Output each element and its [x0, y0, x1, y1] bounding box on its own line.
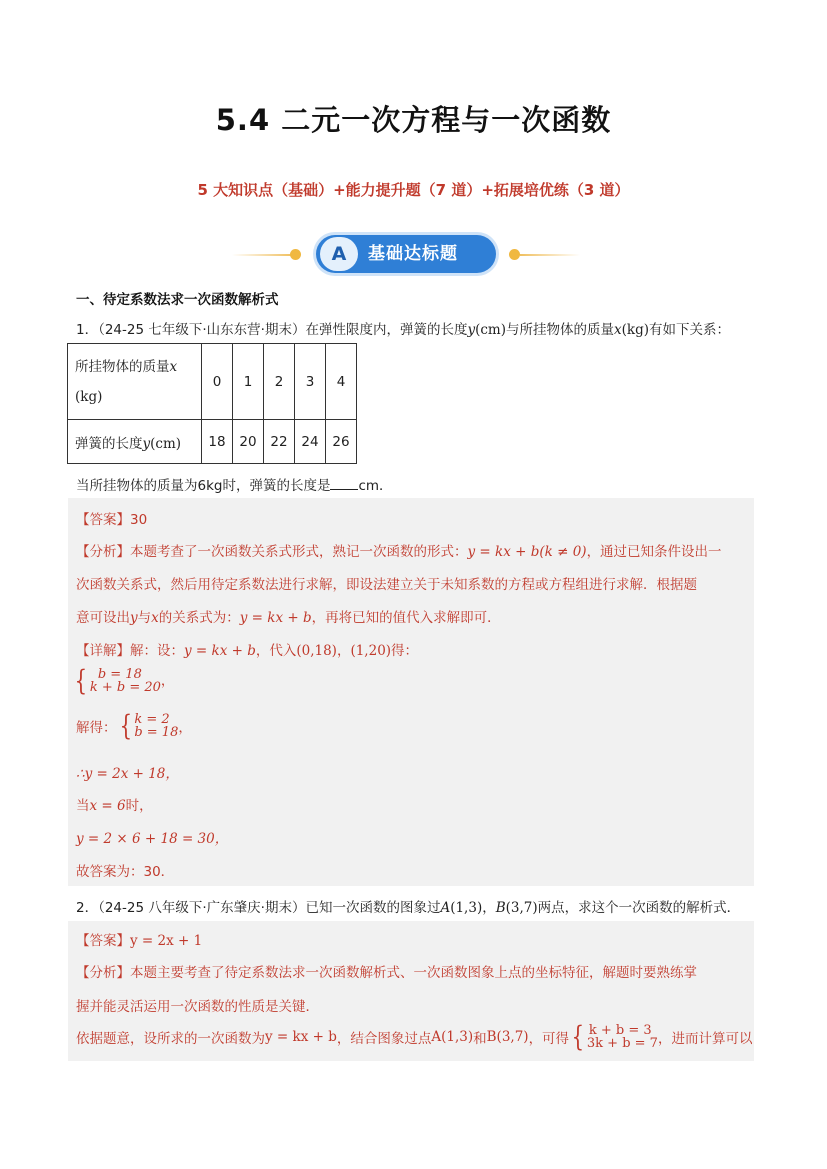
- when-text: 时，: [125, 798, 153, 814]
- q2-answer: [76, 929, 202, 949]
- q1-detail-line1: [76, 639, 418, 659]
- system-equations: [134, 713, 178, 739]
- table-cell: 1: [233, 344, 264, 420]
- q2-stem-text: ，: [482, 900, 496, 916]
- system-equations: [587, 1024, 658, 1050]
- q1-var-x: x: [614, 322, 622, 338]
- table-header-length: [68, 420, 202, 464]
- q1-stem-suffix: 有如下关系：: [648, 322, 730, 338]
- banner-left-line: [232, 254, 292, 256]
- table-header-unit: (cm): [150, 435, 182, 452]
- detail-point: (1,20): [350, 643, 392, 659]
- analysis-text: 本题考查了一次函数关系式形式，熟记一次函数的形式：: [130, 544, 468, 560]
- system-end: ，: [178, 720, 192, 736]
- detail-text: ，: [336, 643, 351, 659]
- section-heading: 一、待定系数法求一次函数解析式: [76, 292, 279, 308]
- q1-unit-cm: (cm): [475, 322, 506, 338]
- detail-text: ，代入: [255, 643, 297, 659]
- answer-value: y = 2x + 1: [130, 933, 203, 949]
- banner-label: 基础达标题: [368, 244, 458, 264]
- table-cell: 2: [264, 344, 295, 420]
- q1-question-text: 当所挂物体的质量为6kg时，弹簧的长度是: [76, 478, 331, 494]
- detail-tag: 【详解】: [76, 643, 130, 659]
- answer-value: 30: [130, 512, 148, 528]
- analysis-text: 和: [473, 1031, 487, 1047]
- table-cell: 18: [202, 420, 233, 464]
- when-text: 当: [76, 798, 90, 814]
- table-header-text: 弹簧的长度: [75, 435, 143, 452]
- detail-math: y = kx + b: [184, 643, 256, 659]
- table-row: [68, 344, 357, 420]
- q1-stem-mid: 与所挂物体的质量: [506, 322, 614, 338]
- system-eq2: b = 18: [134, 725, 179, 740]
- q2-stem-text: 两点，求这个一次函数的解析式．: [537, 900, 741, 916]
- system-eq1: k = 2: [134, 712, 170, 727]
- analysis-tag: 【分析】: [76, 965, 130, 981]
- q1-var-y: y: [467, 322, 476, 338]
- banner-left-dot: [290, 249, 301, 260]
- analysis-point: B(3,7): [486, 1029, 529, 1045]
- analysis-text: ，可得: [528, 1031, 570, 1047]
- banner-badge: A: [320, 237, 358, 271]
- table-cell: 0: [202, 344, 233, 420]
- table-header-text: 所挂物体的质量: [75, 358, 170, 375]
- q2-point-b-coord: (3,7): [505, 900, 538, 916]
- analysis-math: y = kx + b: [265, 1029, 337, 1045]
- table-cell: 20: [233, 420, 264, 464]
- q1-when: [76, 794, 153, 814]
- system-equations: [90, 668, 161, 694]
- q1-question: [76, 474, 393, 494]
- table-cell: 26: [326, 420, 357, 464]
- analysis-text: ，再将已知的值代入求解即可．: [311, 610, 501, 626]
- analysis-math: y = kx + b: [239, 610, 312, 626]
- detail-point: (0,18): [296, 643, 337, 659]
- q2-analysis-line2: 握并能灵活运用一次函数的性质是关键．: [76, 999, 319, 1015]
- q1-final: 故答案为：30．: [76, 864, 175, 880]
- system-eq1: k + b = 3: [588, 1023, 652, 1038]
- solve-label: 解得：: [76, 720, 117, 736]
- analysis-text: ，结合图象过点: [336, 1031, 432, 1047]
- system-brace: {: [571, 1020, 585, 1053]
- q1-therefore: ∴y = 2x + 18，: [76, 766, 179, 782]
- q2-point-a: A: [440, 900, 451, 916]
- detail-text: 解：设：: [130, 643, 184, 659]
- system-eq2: k + b = 20: [89, 680, 161, 695]
- analysis-text: 的关系式为：: [158, 610, 240, 626]
- q1-solve: [76, 709, 192, 742]
- q1-answer: [76, 508, 147, 528]
- q1-stem-prefix: 1．（24-25 七年级下·山东东营·期末）在弹性限度内，弹簧的长度: [76, 322, 468, 338]
- q1-data-table: [67, 343, 357, 464]
- q1-stem: [76, 318, 730, 338]
- document-title: 5.4 二元一次方程与一次函数: [215, 103, 612, 137]
- banner-right-line: [520, 254, 580, 256]
- detail-text: 得：: [391, 643, 419, 659]
- analysis-point: A(1,3): [431, 1029, 474, 1045]
- q2-analysis-line1: [76, 961, 697, 981]
- table-header-var: x: [169, 358, 178, 375]
- q1-unit-kg: (kg): [621, 322, 649, 338]
- banner-right-dot: [509, 249, 520, 260]
- q2-analysis-line3: [76, 1020, 753, 1053]
- system-brace: {: [119, 709, 132, 742]
- analysis-text: 意可设出: [76, 610, 130, 626]
- q1-analysis-line2: 次函数关系式，然后用待定系数法进行求解，即设法建立关于未知系数的方程或方程组进行求解．根据题: [76, 577, 697, 593]
- table-row: [68, 420, 357, 464]
- answer-tag: 【答案】: [76, 512, 130, 528]
- q1-calc: y = 2 × 6 + 18 = 30，: [76, 831, 229, 847]
- table-cell: 4: [326, 344, 357, 420]
- analysis-var: x: [151, 610, 159, 626]
- q2-stem: [76, 896, 740, 916]
- analysis-var: y: [130, 610, 138, 626]
- document-subtitle: 5 大知识点（基础）+能力提升题（7 道）+拓展培优练（3 道）: [197, 181, 630, 199]
- analysis-text: ，进而计算可以: [657, 1031, 753, 1047]
- analysis-text: 依据题意，设所求的一次函数为: [76, 1031, 265, 1047]
- system-eq1: b = 18: [97, 667, 142, 682]
- table-cell: 22: [264, 420, 295, 464]
- when-math: x = 6: [89, 798, 126, 814]
- q1-answer-blank: [330, 477, 358, 490]
- q2-point-b: B: [495, 900, 506, 916]
- q2-stem-text: 2．（24-25 八年级下·广东肇庆·期末）已知一次函数的图象过: [76, 900, 441, 916]
- system-eq2: 3k + b = 7: [586, 1036, 658, 1051]
- table-header-mass: [68, 344, 202, 420]
- q2-point-a-coord: (1,3): [450, 900, 483, 916]
- analysis-math: y = kx + b(k ≠ 0): [467, 544, 587, 560]
- q1-analysis-line1: [76, 540, 722, 560]
- table-cell: 24: [295, 420, 326, 464]
- answer-tag: 【答案】: [76, 933, 130, 949]
- analysis-text: 本题主要考查了待定系数法求一次函数解析式、一次函数图象上点的坐标特征，解题时要熟练掌: [130, 965, 697, 981]
- table-cell: 3: [295, 344, 326, 420]
- table-header-unit: (kg): [75, 388, 103, 405]
- q1-analysis-line3: [76, 606, 501, 626]
- analysis-text: ，通过已知条件设出一: [586, 544, 722, 560]
- analysis-text: 与: [137, 610, 152, 626]
- section-banner: [0, 232, 827, 278]
- system-brace: {: [74, 664, 88, 697]
- table-header-var: y: [142, 435, 151, 452]
- system-end: ，: [160, 673, 175, 689]
- analysis-tag: 【分析】: [76, 544, 130, 560]
- q1-question-unit: cm．: [358, 478, 393, 494]
- q1-system1: [72, 664, 175, 697]
